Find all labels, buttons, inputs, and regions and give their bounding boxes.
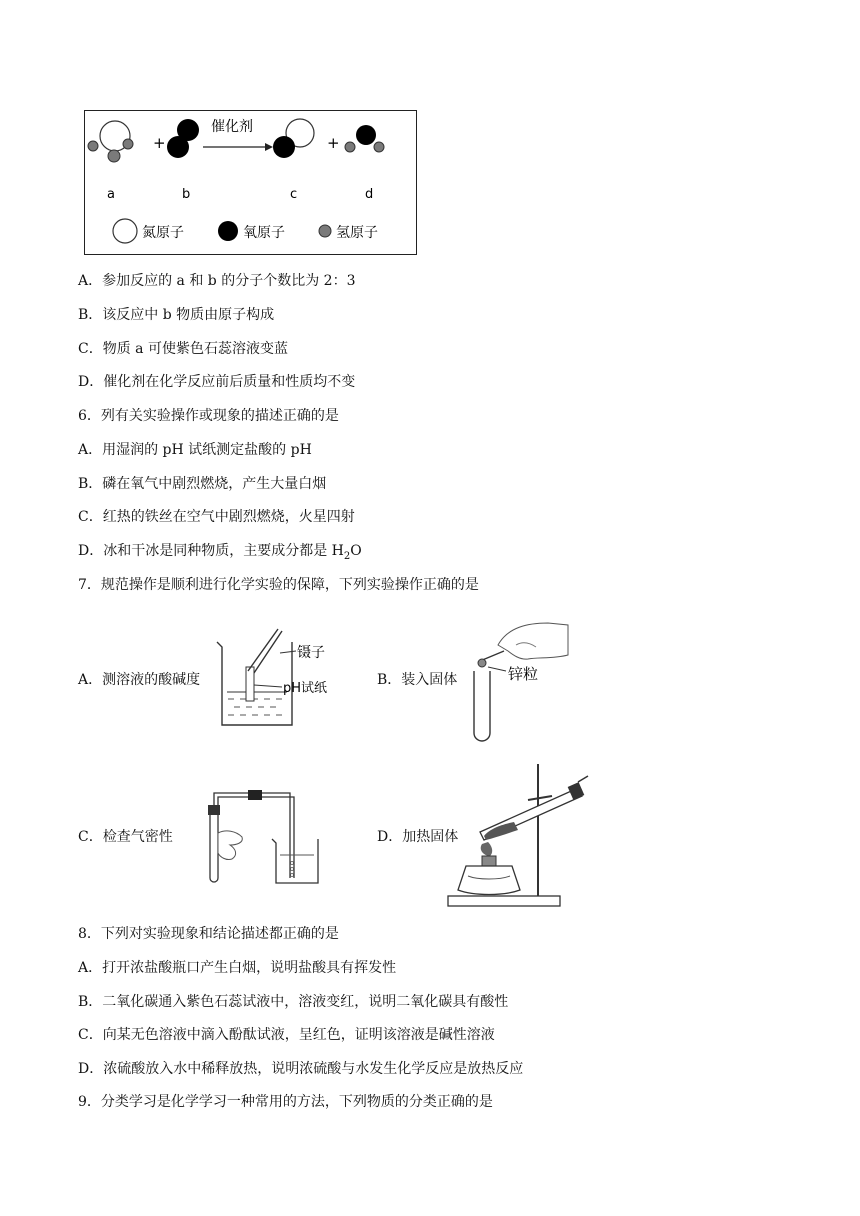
tweezers-label: 镊子 <box>297 645 325 661</box>
reaction-diagram-svg <box>85 111 418 256</box>
label-d: d <box>365 187 374 202</box>
molecule-c <box>273 119 314 158</box>
ph-test-figure <box>212 625 372 735</box>
molecule-b <box>167 119 199 158</box>
q6-option-d-subscript: 2 <box>343 550 351 562</box>
legend-oxygen-swatch <box>218 221 238 241</box>
legend-hydrogen-swatch <box>319 225 331 237</box>
legend-nitrogen-swatch <box>113 219 137 243</box>
q5-option-b: B．该反应中 b 物质由原子构成 <box>78 307 275 323</box>
arrow-head <box>265 143 273 151</box>
molecule-a <box>88 121 133 162</box>
q5-option-c: C．物质 a 可使紫色石蕊溶液变蓝 <box>78 341 288 357</box>
q7-stem: 7．规范操作是顺利进行化学实验的保障，下列实验操作正确的是 <box>78 577 479 593</box>
heating-solid-figure <box>444 758 594 910</box>
q6-option-a: A．用湿润的 pH 试纸测定盐酸的 pH <box>78 442 312 458</box>
q8-stem: 8．下列对实验现象和结论描述都正确的是 <box>78 926 339 942</box>
label-a: a <box>107 187 115 202</box>
plus-1: + <box>153 134 166 152</box>
airtightness-figure <box>196 783 326 888</box>
q6-stem: 6．列有关实验操作或现象的描述正确的是 <box>78 408 339 424</box>
label-c: c <box>290 187 298 202</box>
q8-option-c: C．向某无色溶液中滴入酚酞试液，呈红色，证明该溶液是碱性溶液 <box>78 1027 495 1043</box>
reaction-diagram <box>84 110 417 255</box>
q6-option-b: B．磷在氧气中剧烈燃烧，产生大量白烟 <box>78 476 327 492</box>
molecule-d <box>345 125 384 152</box>
q8-option-a: A．打开浓盐酸瓶口产生白烟，说明盐酸具有挥发性 <box>78 960 397 976</box>
q6-option-d-tail: O <box>350 543 362 559</box>
q8-option-d: D．浓硫酸放入水中稀释放热，说明浓硫酸与水发生化学反应是放热反应 <box>78 1061 524 1077</box>
ph-paper-label: pH试纸 <box>283 681 328 696</box>
catalyst-label: 催化剂 <box>211 119 253 135</box>
q6-option-c: C．红热的铁丝在空气中剧烈燃烧，火星四射 <box>78 509 355 525</box>
q7-option-c-label: C．检查气密性 <box>78 829 173 845</box>
legend-hydrogen: 氢原子 <box>336 225 378 241</box>
q5-option-d: D．催化剂在化学反应前后质量和性质均不变 <box>78 374 356 390</box>
label-b: b <box>182 187 191 202</box>
q7-option-a-label: A．测溶液的酸碱度 <box>78 672 201 688</box>
solid-loading-figure <box>468 615 578 745</box>
q7-option-b-label: B．装入固体 <box>377 672 458 688</box>
q6-option-d <box>78 542 362 566</box>
q9-stem: 9．分类学习是化学学习一种常用的方法，下列物质的分类正确的是 <box>78 1094 493 1110</box>
q5-option-a: A．参加反应的 a 和 b 的分子个数比为 2：3 <box>78 273 356 289</box>
zinc-granule-label: 锌粒 <box>508 665 539 683</box>
q7-option-d-label: D．加热固体 <box>377 829 459 845</box>
q8-option-b: B．二氧化碳通入紫色石蕊试液中，溶液变红，说明二氧化碳具有酸性 <box>78 994 509 1010</box>
legend-oxygen: 氧原子 <box>243 225 285 241</box>
legend-nitrogen: 氮原子 <box>142 225 184 241</box>
plus-2: + <box>327 134 340 152</box>
q6-option-d-text: D．冰和干冰是同种物质，主要成分都是 H <box>78 543 344 559</box>
